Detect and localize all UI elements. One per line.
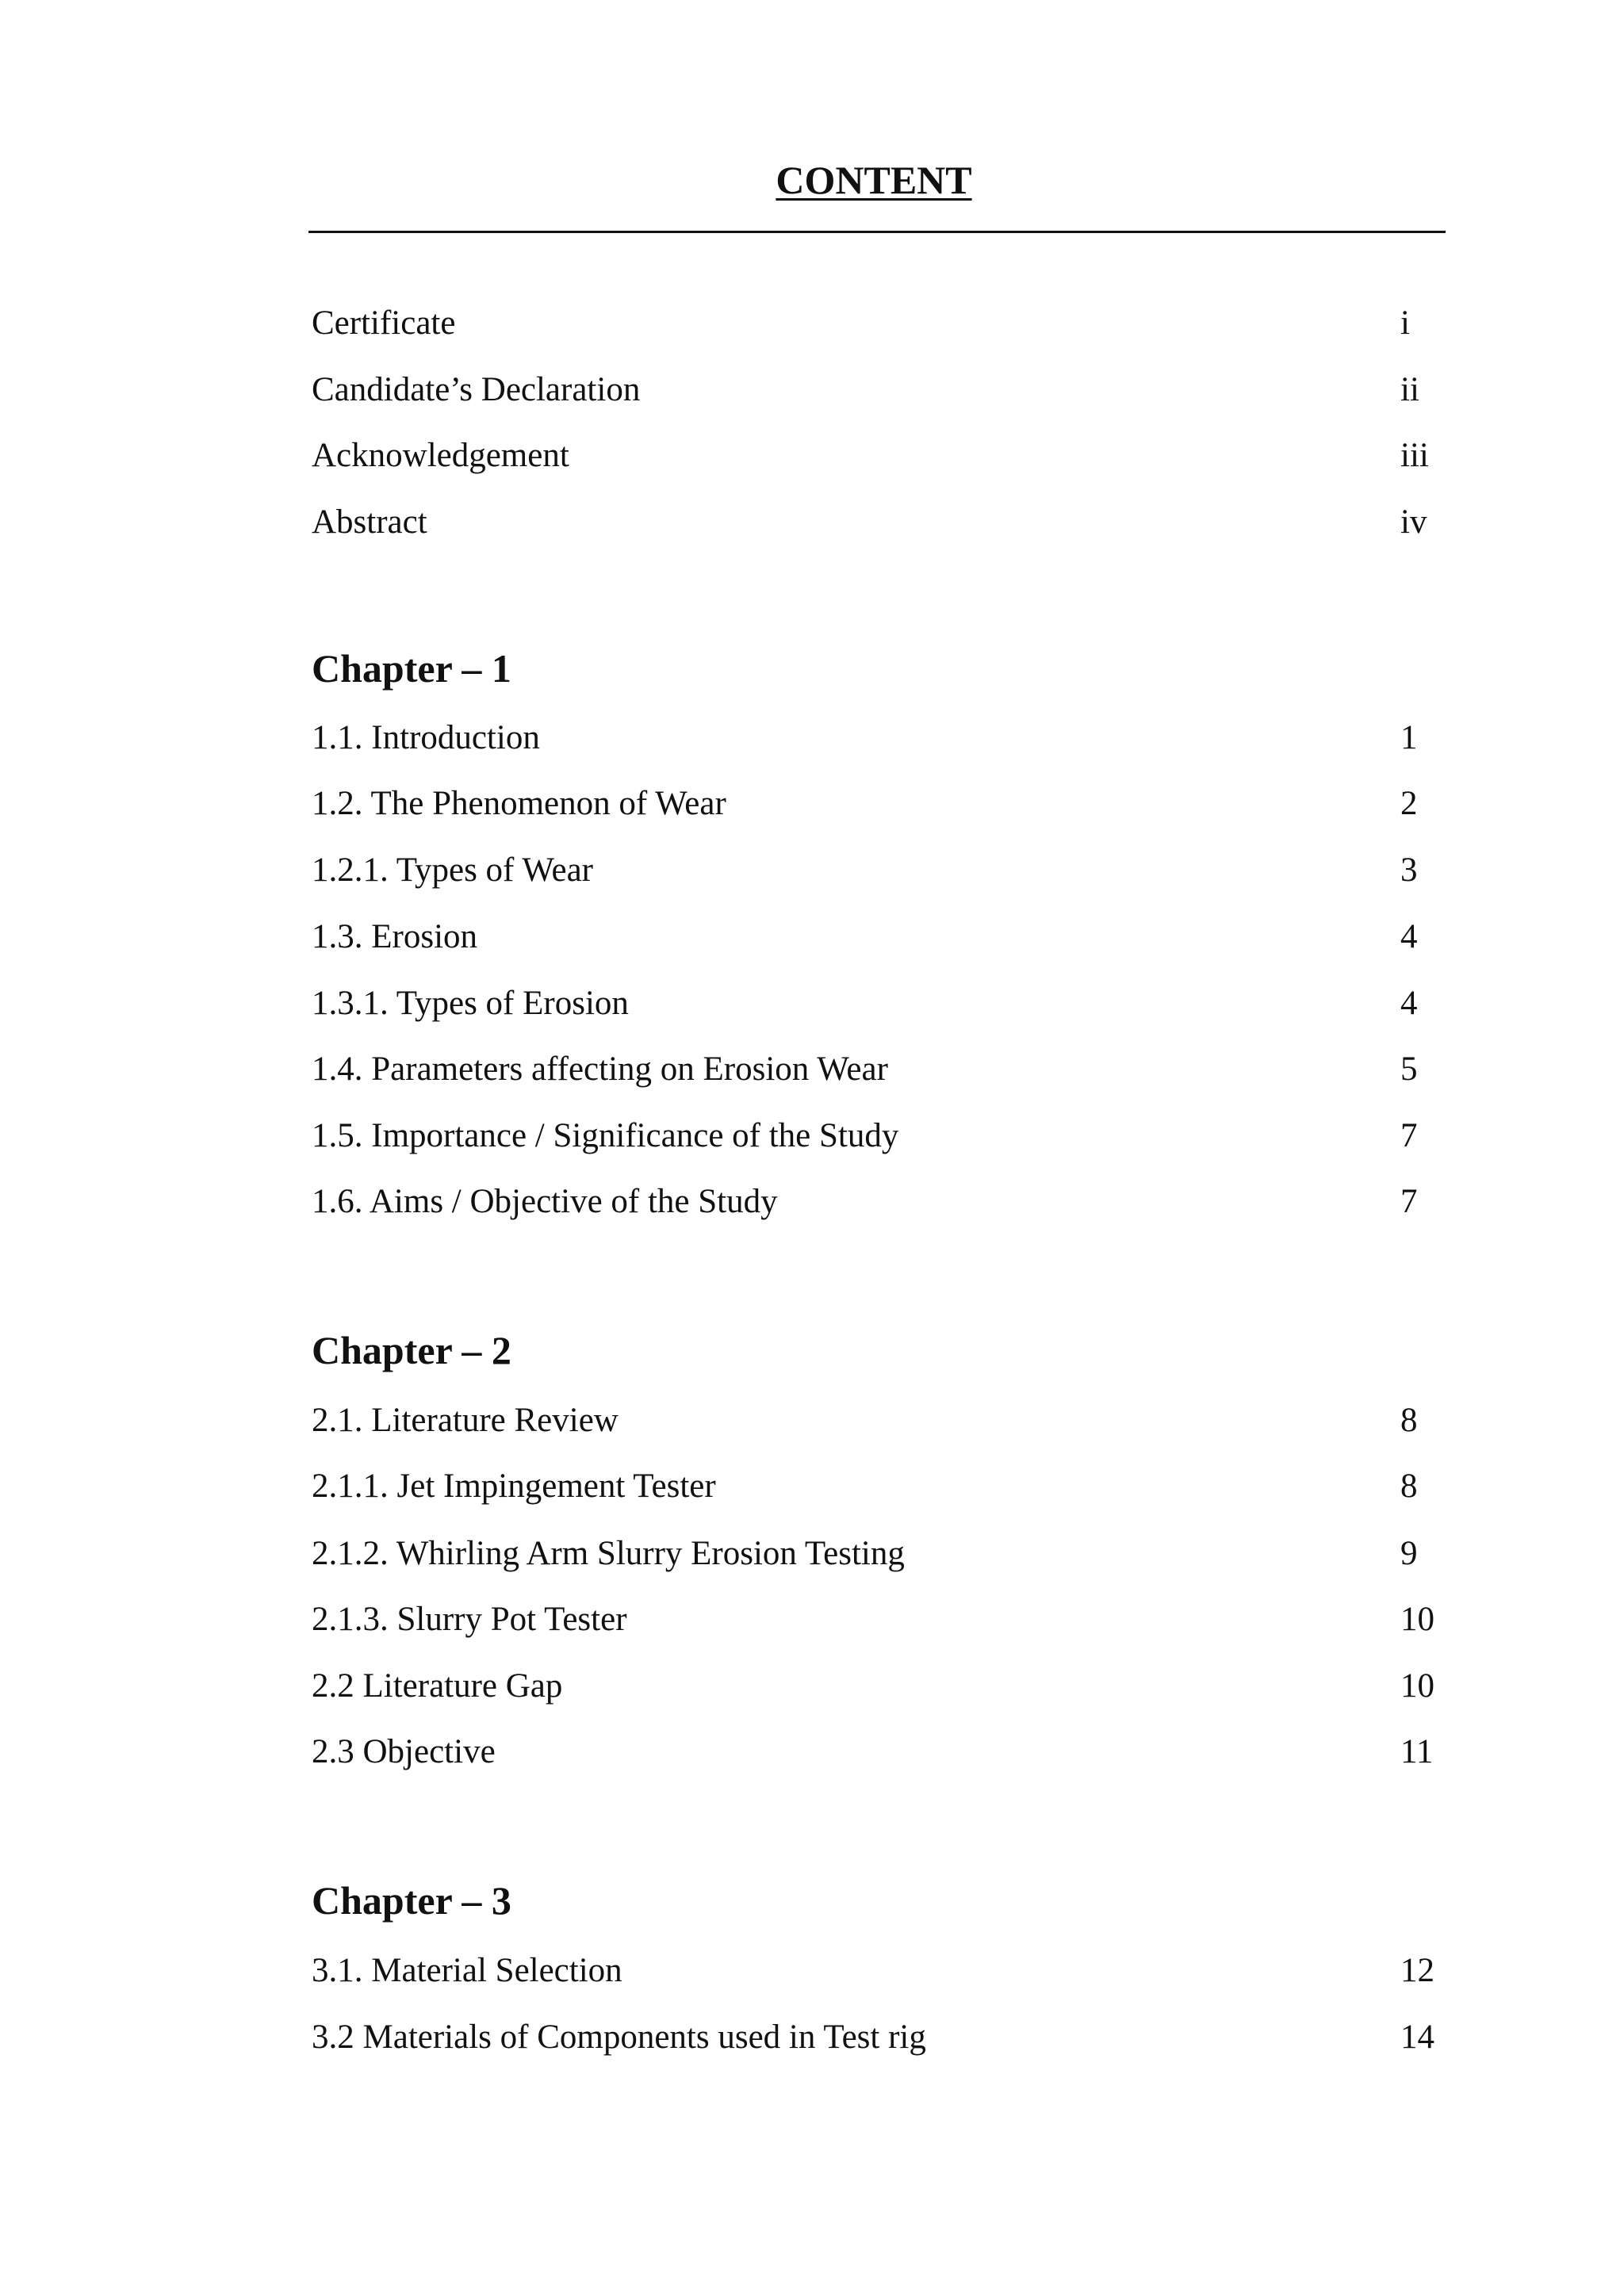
toc-entry-page: 10 <box>1400 1667 1434 1705</box>
toc-entry-page: 8 <box>1400 1468 1418 1505</box>
toc-entry <box>312 1396 1438 1445</box>
toc-entry-label: 2.1.1. Jet Impingement Tester <box>312 1468 716 1505</box>
page-title: CONTENT <box>776 158 972 202</box>
toc-entry-page: 7 <box>1400 1183 1418 1220</box>
toc-entry-label: 1.3.1. Types of Erosion <box>312 985 629 1022</box>
toc-entry-page: 4 <box>1400 918 1418 955</box>
toc-entry <box>312 979 1438 1028</box>
toc-entry <box>312 1177 1438 1226</box>
toc-entry-label: 2.1. Literature Review <box>312 1402 619 1439</box>
toc-entry-page: 12 <box>1400 1952 1434 1989</box>
toc-entry-page: 11 <box>1400 1733 1434 1770</box>
toc-entry <box>312 1946 1438 1996</box>
toc-entry <box>312 1662 1438 1711</box>
toc-entry-label: 1.6. Aims / Objective of the Study <box>312 1183 778 1220</box>
toc-entry-label: 1.2. The Phenomenon of Wear <box>312 785 726 822</box>
toc-entry-page: 7 <box>1400 1117 1418 1154</box>
toc-entry-page: ii <box>1400 371 1419 408</box>
toc-entry-page: 10 <box>1400 1601 1434 1638</box>
toc-entry-label: Abstract <box>312 503 427 541</box>
title-rule <box>308 231 1446 233</box>
toc-entry-page: i <box>1400 304 1410 342</box>
toc-entry-page: 1 <box>1400 719 1418 756</box>
toc-entry-label: 1.1. Introduction <box>312 719 540 756</box>
toc-entry-page: 4 <box>1400 985 1418 1022</box>
toc-entry-page: 9 <box>1400 1535 1418 1572</box>
toc-entry <box>312 431 1438 480</box>
toc-entry-label: 1.3. Erosion <box>312 918 478 955</box>
toc-entry <box>312 498 1438 547</box>
toc-entry <box>312 1462 1438 1511</box>
chapter-heading: Chapter – 2 <box>312 1328 511 1372</box>
toc-entry <box>312 1728 1438 1777</box>
toc-entry <box>312 1595 1438 1644</box>
toc-entry-label: 3.1. Material Selection <box>312 1952 622 1989</box>
toc-entry-label: Candidate’s Declaration <box>312 371 641 408</box>
toc-entry-page: 5 <box>1400 1050 1418 1088</box>
toc-entry-label: 1.5. Importance / Significance of the Study <box>312 1117 899 1154</box>
toc-entry-label: Certificate <box>312 304 456 342</box>
chapter-heading: Chapter – 1 <box>312 646 511 691</box>
toc-entry-page: 2 <box>1400 785 1418 822</box>
toc-entry-label: 1.4. Parameters affecting on Erosion Wear <box>312 1050 888 1088</box>
toc-entry-label: 2.1.2. Whirling Arm Slurry Erosion Testing <box>312 1535 905 1572</box>
toc-entry <box>312 299 1438 348</box>
toc-entry-page: 14 <box>1400 2019 1434 2056</box>
toc-entry-label: 2.2 Literature Gap <box>312 1667 563 1705</box>
toc-entry <box>312 1045 1438 1094</box>
toc-entry <box>312 846 1438 895</box>
toc-entry-label: 2.3 Objective <box>312 1733 496 1770</box>
toc-entry <box>312 913 1438 962</box>
toc-entry <box>312 1112 1438 1161</box>
toc-entry-page: 3 <box>1400 851 1418 889</box>
toc-entry-page: iii <box>1400 437 1429 474</box>
toc-entry-page: iv <box>1400 503 1427 541</box>
toc-entry <box>312 779 1438 828</box>
toc-entry-label: 2.1.3. Slurry Pot Tester <box>312 1601 627 1638</box>
toc-entry <box>312 2013 1438 2062</box>
toc-entry <box>312 1529 1438 1578</box>
toc-entry <box>312 714 1438 763</box>
toc-entry-page: 8 <box>1400 1402 1418 1439</box>
toc-entry-label: 3.2 Materials of Components used in Test rig <box>312 2019 926 2056</box>
chapter-heading: Chapter – 3 <box>312 1878 511 1923</box>
toc-entry-label: 1.2.1. Types of Wear <box>312 851 593 889</box>
toc-entry-label: Acknowledgement <box>312 437 569 474</box>
toc-entry <box>312 365 1438 415</box>
